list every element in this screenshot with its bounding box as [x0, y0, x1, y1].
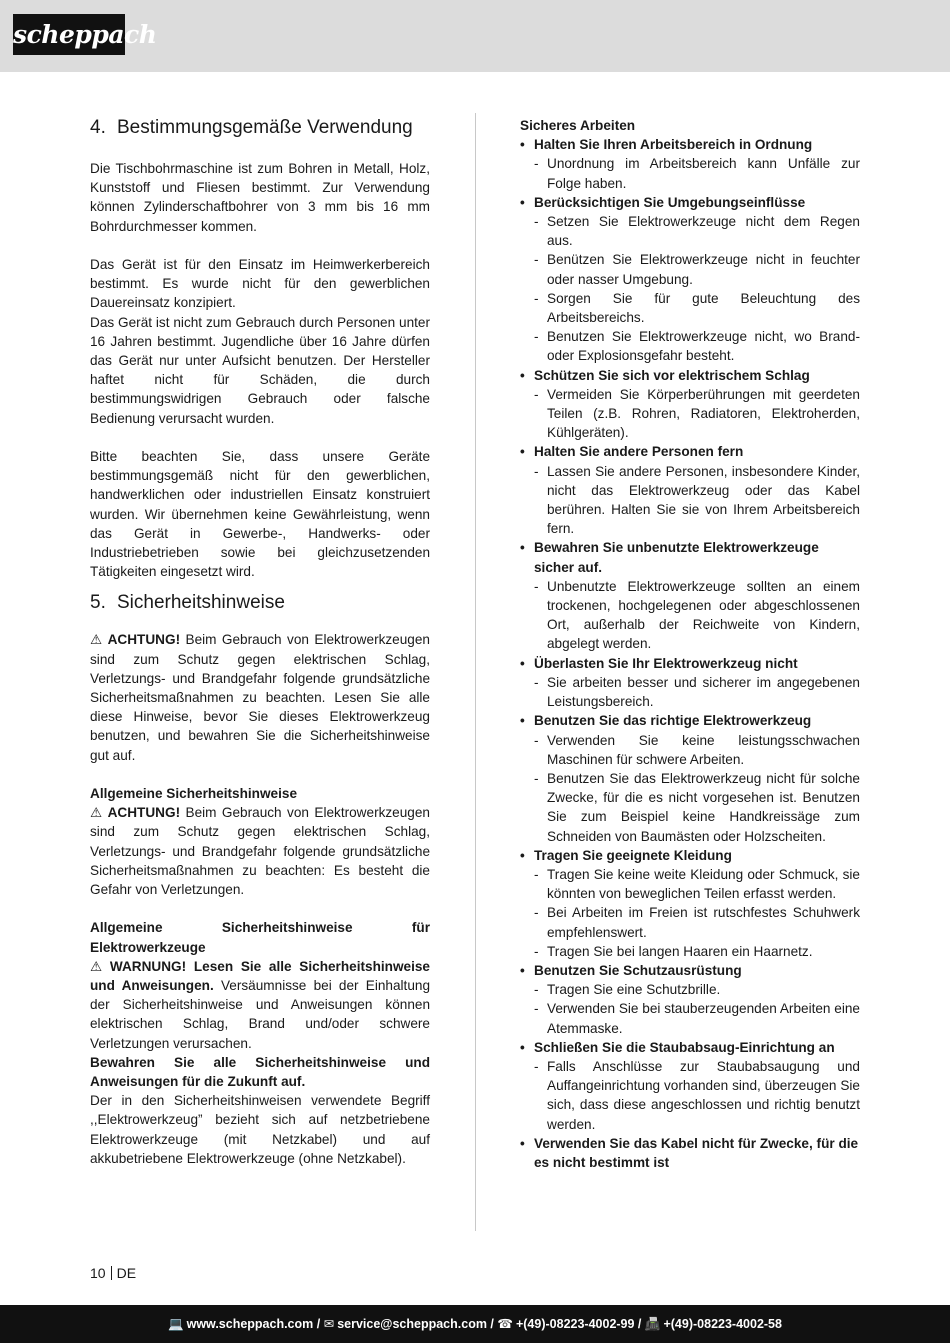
safety-subitems [534, 385, 860, 443]
s4-paragraph-1: Die Tischbohrmaschine ist zum Bohren in Metall, Holz, Kunststoff und Fliesen bestimmt. Zur Verwendung können Zylinderschaftbohrer von 3 mm bis 16 mm Bohrdurchmesser kommen. [90, 161, 430, 234]
safety-list [520, 135, 860, 1172]
safety-subitems [534, 673, 860, 711]
safety-subitem: - Benutzen Sie Elektrowerkzeuge nicht, wo Brand- oder Explosionsgefahr besteht. [534, 327, 860, 365]
safety-item [520, 846, 860, 961]
sicheres-arbeiten-heading: Sicheres Arbeiten [520, 118, 636, 133]
safety-item-title: • Benutzen Sie das richtige Elektrowerkzeug [534, 713, 812, 729]
warning-triangle-icon: ⚠ [90, 958, 103, 974]
safety-item-title: • Bewahren Sie unbenutzte Elektrowerkzeuge sicher auf. [534, 540, 819, 575]
allgemeine-heading: Allgemeine Sicherheitshinweise [90, 786, 297, 802]
mail-icon: ✉ [323, 1317, 335, 1331]
safety-subitem: - Unordnung im Arbeitsbereich kann Unfälle zur Folge haben. [534, 154, 860, 192]
section-4-title: Bestimmungsgemäße Verwendung [117, 117, 413, 138]
safety-subitem: - Benutzen Sie das Elektrowerkzeug nicht für solche Zwecke, für die es nicht vorgesehen ist. Benutzen Sie zum Beispiel keine Handkreissäge zum Schneiden von Baumästen oder Holzscheiten. [534, 769, 860, 846]
section-5-title: Sicherheitshinweise [117, 592, 285, 614]
warnung-paragraph [90, 957, 430, 1053]
safety-item-title: • Schützen Sie sich vor elektrischem Schlag [534, 367, 810, 383]
page-number [90, 1265, 136, 1281]
safety-subitem: - Tragen Sie eine Schutzbrille. [534, 980, 860, 999]
right-column [520, 116, 860, 1172]
safety-subitem: - Lassen Sie andere Personen, insbesondere Kinder, nicht das Elektrowerkzeug oder das Kabel berühren. Halten Sie sie von Ihrem Arbeitsbereich fern. [534, 462, 860, 539]
allgemeine-paragraph [90, 803, 430, 899]
left-column [90, 116, 430, 1168]
safety-item-title: • Überlasten Sie Ihr Elektrowerkzeug nicht [534, 655, 798, 671]
safety-subitems [534, 980, 860, 1038]
achtung-label: ACHTUNG! [107, 805, 181, 821]
safety-item [520, 442, 860, 538]
s5-paragraph-1-text: Beim Gebrauch von Elektrowerkzeugen sind zum Schutz gegen elektrischen Schlag, Verletzungs- und Brandgefahr folgende grundsätzliche Sicherheitsmaßnahmen zu beachten. Lesen Sie alle diese Hinweise, bevor Sie dieses Elektrowerkzeug benutzen, und bewahren Sie die Sicherheitshinweise gut auf. [90, 632, 430, 763]
warnung-text: Versäumnisse bei der Einhaltung der Sicherheitshinweise und Anweisungen können elektrischen Schlag, Brand und/oder schwere Verletzungen verursachen. [90, 978, 431, 1051]
page-footer [0, 1305, 950, 1343]
footer-fax: +(49)-08223-4002-58 [663, 1317, 782, 1331]
fax-icon: 📠 [644, 1317, 661, 1331]
computer-icon: 💻 [168, 1317, 184, 1331]
s4-paragraph-3: Das Gerät ist nicht zum Gebrauch durch Personen unter 16 Jahren bestimmt. Jugendliche über 16 Jahre dürfen das Gerät nur unter Aufsicht benutzen. Der Hersteller haftet nicht für Schäden, die durch bestimmungswidrigen Gebrauch oder falsche Bedienung verursacht wurden. [90, 314, 430, 426]
safety-subitems [534, 1057, 860, 1134]
safety-item [520, 193, 860, 366]
safety-item-title: • Berücksichtigen Sie Umgebungseinflüsse [534, 194, 806, 210]
safety-subitem: - Verwenden Sie bei stauberzeugenden Arbeiten eine Atemmaske. [534, 999, 860, 1037]
section-4-heading [90, 116, 430, 140]
safety-subitem: - Benützen Sie Elektrowerkzeuge nicht in feuchter oder nasser Umgebung. [534, 250, 860, 288]
bewahren-paragraph: Bewahren Sie alle Sicherheitshinweise und Anweisungen für die Zukunft auf. [90, 1054, 430, 1090]
safety-item [520, 366, 860, 443]
safety-subitem: - Sie arbeiten besser und sicherer im angegebenen Leistungsbereich. [534, 673, 860, 711]
page-language: DE [116, 1265, 137, 1281]
safety-subitem: - Tragen Sie bei langen Haaren ein Haarnetz. [534, 942, 860, 961]
safety-subitem: - Sorgen Sie für gute Beleuchtung des Arbeitsbereichs. [534, 289, 860, 327]
column-divider [475, 113, 476, 1231]
footer-website: www.scheppach.com / [186, 1317, 321, 1331]
safety-item [520, 654, 860, 712]
safety-item-title: • Tragen Sie geeignete Kleidung [534, 847, 732, 863]
allgemeine-paragraph-text: Beim Gebrauch von Elektrowerkzeugen sind zum Schutz gegen elektrischen Schlag, Verletzungs- und Brandgefahr folgende grundsätzliche Sicherheitsmaßnahmen zu beachten: Es besteht die Gefahr von Verletzungen. [90, 805, 430, 898]
safety-item [520, 1134, 860, 1172]
safety-item-title: • Schließen Sie die Staubabsaug-Einrichtung an [534, 1039, 835, 1055]
warnung-label: WARNUNG! Lesen Sie alle Sicherheitshinweise und Anweisungen. [90, 958, 430, 994]
safety-item [520, 135, 860, 193]
safety-subitems [534, 154, 860, 192]
safety-item [520, 961, 860, 1038]
safety-subitems [534, 212, 860, 366]
s4-paragraph-2: Das Gerät ist für den Einsatz im Heimwerkerbereich bestimmt. Es wurde nicht für den gewerblichen Dauereinsatz konzipiert. [90, 257, 430, 311]
footer-phone: +(49)-08223-4002-99 / [515, 1317, 642, 1331]
safety-item [520, 1038, 860, 1134]
s5-paragraph-1 [90, 630, 430, 764]
scheppach-logo: scheppach [13, 14, 125, 55]
safety-item-title: • Halten Sie andere Personen fern [534, 444, 744, 460]
footer-email: service@scheppach.com / [337, 1317, 494, 1331]
safety-item-title: • Benutzen Sie Schutzausrüstung [534, 962, 742, 978]
warning-triangle-icon: ⚠ [90, 632, 103, 648]
section-5-heading [90, 591, 430, 615]
elektrowerkzeuge-heading: Allgemeine Sicherheitshinweise für Elektrowerkzeuge [90, 920, 430, 955]
safety-item-title: • Verwenden Sie das Kabel nicht für Zwecke, für die es nicht bestimmt ist [534, 1135, 859, 1170]
achtung-label: ACHTUNG! [107, 632, 181, 648]
safety-subitem: - Tragen Sie keine weite Kleidung oder Schmuck, sie könnten von beweglichen Teilen erfasst werden. [534, 865, 860, 903]
section-4-number: 4. [90, 117, 106, 138]
safety-subitems [534, 462, 860, 539]
begriff-paragraph: Der in den Sicherheitshinweisen verwendete Begriff ,,Elektrowerkzeug” bezieht sich auf netzbetriebene Elektrowerkzeuge (mit Netzkabel) und auf akkubetriebene Elektrowerkzeuge (ohne Netzkabel). [90, 1093, 430, 1166]
s4-paragraph-4: Bitte beachten Sie, dass unsere Geräte bestimmungsgemäß nicht für den gewerblichen, handwerklichen oder industriellen Einsatz konstruiert wurden. Wir übernehmen keine Gewährleistung, wenn das Gerät in Gewerbe-, Handwerks- oder Industriebetrieben sowie bei gleichzusetzenden Tätigkeiten eingesetzt wird. [90, 449, 430, 580]
safety-subitems [534, 577, 860, 654]
section-5-number: 5. [90, 592, 106, 614]
safety-subitems [534, 865, 860, 961]
page-header [0, 0, 950, 72]
safety-subitem: - Setzen Sie Elektrowerkzeuge nicht dem Regen aus. [534, 212, 860, 250]
safety-item [520, 538, 860, 653]
safety-subitem: - Verwenden Sie keine leistungsschwachen Maschinen für schwere Arbeiten. [534, 731, 860, 769]
page-number-value: 10 [90, 1265, 106, 1281]
safety-subitems [534, 731, 860, 846]
phone-icon: ☎ [497, 1317, 513, 1331]
safety-subitem: - Bei Arbeiten im Freien ist rutschfestes Schuhwerk empfehlenswert. [534, 903, 860, 941]
safety-subitem: - Unbenutzte Elektrowerkzeuge sollten an einem trockenen, hochgelegenen oder abgeschlossenen Ort, außerhalb der Reichweite von Kindern, abgelegt werden. [534, 577, 860, 654]
safety-item-title: • Halten Sie Ihren Arbeitsbereich in Ordnung [534, 137, 813, 153]
warning-triangle-icon: ⚠ [90, 805, 103, 821]
page-number-separator [111, 1266, 112, 1280]
safety-item [520, 711, 860, 845]
safety-subitem: - Falls Anschlüsse zur Staubabsaugung und Auffangeinrichtung vorhanden sind, überzeugen Sie sich, dass diese angeschlossen und richtig benutzt werden. [534, 1057, 860, 1134]
safety-subitem: - Vermeiden Sie Körperberührungen mit geerdeten Teilen (z.B. Rohren, Radiatoren, Elektroherden, Kühlgeräten). [534, 385, 860, 443]
